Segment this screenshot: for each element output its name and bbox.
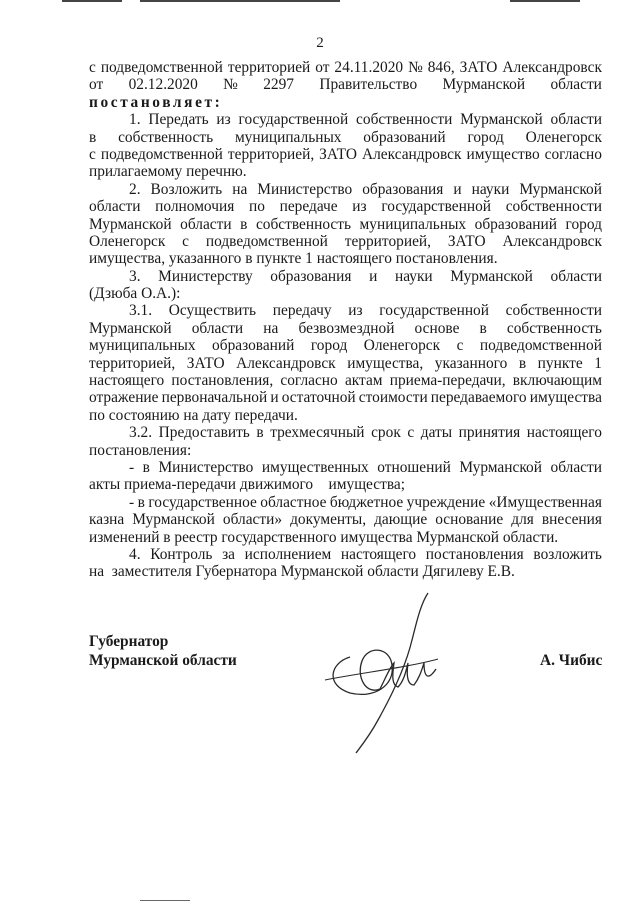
body-word: имущественных	[261, 458, 369, 476]
body-word: собственности	[505, 302, 602, 320]
page-number: 2	[316, 35, 324, 51]
body-line	[89, 181, 602, 198]
body-word: имущество	[466, 145, 540, 163]
body-word: Мурманской	[132, 511, 215, 529]
body-word: основе	[414, 319, 460, 337]
body-word: передаче	[279, 198, 338, 216]
body-line	[89, 424, 602, 441]
body-line	[89, 233, 602, 250]
body-word: Александровск	[236, 354, 336, 372]
body-word: в	[89, 128, 97, 146]
body-word: остаточной	[281, 389, 356, 407]
body-line	[89, 389, 602, 406]
body-word: 1.	[129, 111, 141, 129]
body-word: из	[352, 198, 367, 216]
body-line	[89, 563, 602, 580]
body-word: территорией,	[89, 354, 176, 372]
body-line	[89, 511, 602, 528]
body-word: Правительство	[319, 76, 418, 94]
body-word: акты приема-передачи движимого имущества;	[89, 476, 405, 494]
body-word: собственность	[255, 215, 352, 233]
body-word: подведомственной	[205, 232, 328, 250]
signatory-name: А. Чибис	[540, 652, 603, 669]
body-word: в	[518, 354, 527, 372]
body-word: Александровск	[361, 145, 462, 163]
body-line	[89, 268, 602, 285]
body-word: ЗАТО	[186, 354, 225, 372]
body-word: казна	[89, 511, 125, 529]
body-word: даты	[420, 424, 453, 442]
body-word: в	[240, 215, 248, 233]
body-word: территорией,	[227, 145, 315, 163]
body-word: муниципальных	[89, 337, 196, 355]
body-word: Оленегорск	[363, 337, 441, 355]
body-word: в	[256, 424, 264, 442]
body-word: 2297	[263, 76, 294, 94]
body-line	[89, 198, 602, 215]
body-line	[89, 372, 602, 389]
body-line	[89, 494, 602, 511]
body-word: области	[550, 111, 602, 129]
body-word: актам	[344, 372, 383, 390]
body-word: 3.1.	[129, 302, 153, 320]
body-word: Мурманской	[89, 215, 172, 233]
body-word: Мурманской	[442, 76, 526, 94]
body-word: срок	[371, 424, 401, 442]
body-word: области	[550, 76, 602, 94]
body-word: образований	[363, 128, 446, 146]
top-rule-right	[510, 0, 580, 2]
body-word: ЗАТО	[319, 145, 357, 163]
body-line	[89, 111, 602, 128]
body-line	[89, 302, 602, 319]
body-word: образования	[362, 180, 444, 198]
body-line	[89, 407, 602, 424]
body-line	[89, 163, 602, 180]
document-body	[89, 59, 602, 581]
body-word: город	[565, 215, 602, 233]
body-word: первоначальной	[161, 389, 268, 407]
body-word: 3.	[129, 267, 141, 285]
body-word: с	[407, 424, 415, 442]
body-word: основание	[435, 511, 504, 529]
handwritten-signature	[320, 585, 470, 755]
body-word: собственности	[356, 111, 453, 129]
body-word: Мурманской	[459, 458, 542, 476]
body-word: ЗАТО	[459, 59, 498, 76]
body-word: согласно	[544, 145, 602, 163]
body-word: в	[479, 319, 487, 337]
body-word: передаваемого	[430, 389, 527, 407]
body-word: области	[550, 267, 602, 285]
body-word: Мурманской	[89, 319, 172, 337]
body-word: ЗАТО	[447, 232, 486, 250]
body-word: науки	[471, 180, 510, 198]
body-word: территорией	[227, 59, 311, 76]
body-word: отражение	[89, 389, 159, 407]
top-rule-left	[62, 0, 122, 2]
body-word: с	[89, 59, 96, 76]
body-word: подведомственной	[479, 337, 602, 355]
body-word: №	[223, 76, 238, 94]
body-word: исполнением	[244, 545, 332, 563]
body-line	[89, 355, 602, 372]
body-word: государственной	[238, 111, 349, 129]
body-word: области»	[222, 511, 283, 529]
body-word: имущества	[529, 389, 602, 407]
body-line	[89, 59, 602, 76]
body-word: образований	[474, 215, 557, 233]
body-line	[89, 129, 602, 146]
body-line	[89, 146, 602, 163]
body-word: настоящего	[526, 424, 602, 442]
body-word: области	[550, 458, 602, 476]
body-word: Министерство	[257, 180, 353, 198]
body-word: -	[129, 493, 135, 511]
body-word: области	[89, 198, 141, 216]
body-word: в	[137, 493, 145, 511]
body-word: государственной	[381, 198, 492, 216]
body-word: Передать	[148, 111, 209, 129]
body-word: бюджетное	[329, 493, 404, 511]
body-word: учреждение	[406, 493, 486, 511]
body-word: Мурманской	[519, 180, 602, 198]
body-word: дающие	[374, 511, 428, 529]
body-word: 846,	[427, 59, 455, 76]
body-word: постановления	[425, 545, 524, 563]
body-word: для	[511, 511, 534, 529]
body-word: и	[369, 267, 378, 285]
body-word: образований	[212, 337, 295, 355]
body-word: Александровск	[502, 59, 602, 76]
body-word: собственность	[506, 319, 602, 337]
body-word: Александровск	[502, 232, 602, 250]
body-word: из	[216, 111, 231, 129]
body-word: на заместителя Губернатора Мурманской области Дягилеву Е.В.	[89, 563, 515, 581]
body-word: приема-передачи,	[389, 372, 506, 390]
body-word: науки	[394, 267, 433, 285]
body-word: по состоянию на дату передачи.	[89, 406, 298, 424]
body-line	[89, 546, 602, 563]
body-line	[89, 76, 602, 93]
body-word: Министерство	[158, 458, 254, 476]
body-word: возложить	[533, 545, 602, 563]
body-word: Мурманской	[450, 267, 533, 285]
body-word: Возложить	[150, 180, 223, 198]
body-line	[89, 250, 602, 267]
body-word: с	[89, 145, 96, 163]
body-word: государственной	[379, 302, 489, 320]
body-word: из	[348, 302, 363, 320]
body-word: 24.11.2020	[334, 59, 404, 76]
signatory-position-line2: Мурманской области	[89, 652, 237, 669]
body-word: Оленегорск	[525, 128, 602, 146]
body-word: областное	[260, 493, 327, 511]
body-word: настоящего	[340, 545, 417, 563]
body-word: включающим	[512, 372, 602, 390]
body-word: и	[270, 389, 279, 407]
body-word: Мурманской	[460, 111, 543, 129]
body-word: и	[453, 180, 462, 198]
body-word: передачу	[272, 302, 332, 320]
body-word: документы,	[290, 511, 367, 529]
body-word: постановляет:	[89, 93, 223, 111]
body-line	[89, 285, 602, 302]
body-word: принятия	[458, 424, 521, 442]
body-word: за	[222, 545, 236, 563]
bottom-rule	[140, 900, 190, 901]
body-word: на	[232, 180, 248, 198]
body-line	[89, 529, 602, 546]
body-word: 4.	[129, 545, 141, 563]
body-line	[89, 442, 602, 459]
body-word: 3.2.	[129, 424, 153, 442]
body-word: 2.	[129, 180, 141, 198]
body-word: «Имущественная	[488, 493, 602, 511]
body-word: №	[408, 59, 423, 76]
body-word: отношений	[377, 458, 451, 476]
body-line	[89, 476, 602, 493]
body-word: внесения	[541, 511, 602, 529]
body-word: безвозмездной	[298, 319, 395, 337]
body-word: имущества,	[347, 354, 424, 372]
body-word: 1	[594, 354, 602, 372]
body-word: постановления,	[171, 372, 274, 390]
body-word: по	[248, 198, 265, 216]
body-word: образования	[270, 267, 352, 285]
signatory-position-line1: Губернатор	[89, 633, 169, 650]
body-word: муниципальных	[234, 128, 342, 146]
body-word: имущества, указанного в пункте 1 настоящего постановления.	[89, 250, 498, 268]
body-word: 02.12.2020	[128, 76, 198, 94]
body-word: Контроль	[150, 545, 213, 563]
body-word: город	[310, 337, 348, 355]
body-word: муниципальных	[359, 215, 467, 233]
body-line	[89, 216, 602, 233]
body-line	[89, 459, 602, 476]
body-word: с	[456, 337, 464, 355]
signatory-position	[89, 632, 237, 670]
body-word: области	[191, 319, 244, 337]
body-word: собственность	[118, 128, 214, 146]
body-word: полномочия	[155, 198, 235, 216]
body-word: Предоставить	[158, 424, 250, 442]
body-word: согласно	[280, 372, 338, 390]
body-word: изменений в реестр государственного имущества Мурманской области.	[89, 528, 559, 546]
body-line	[89, 94, 602, 111]
top-rule-mid	[140, 0, 340, 2]
body-word: стоимости	[358, 389, 428, 407]
body-word: прилагаемому перечню.	[89, 163, 247, 181]
body-word: с	[182, 232, 189, 250]
body-line	[89, 337, 602, 354]
body-word: на	[263, 319, 279, 337]
body-word: в	[142, 458, 150, 476]
body-word: от	[89, 76, 104, 94]
body-word: пункте	[537, 354, 583, 372]
body-word: собственности	[505, 198, 602, 216]
body-word: подведомственной	[100, 59, 223, 76]
body-word: трехмесячный	[270, 424, 365, 442]
body-word: территорией,	[344, 232, 431, 250]
body-word: области	[180, 215, 232, 233]
body-word: Министерству	[158, 267, 253, 285]
body-word: -	[129, 458, 135, 476]
body-word: государственное	[148, 493, 257, 511]
body-word: от	[315, 59, 330, 76]
body-word: Осуществить	[168, 302, 257, 320]
body-word: указанного	[434, 354, 508, 372]
body-word: Оленегорск	[89, 232, 166, 250]
body-word: подведомственной	[100, 145, 223, 163]
body-word: город	[467, 128, 504, 146]
body-word: постановления:	[89, 441, 192, 459]
body-word: настоящего	[89, 372, 165, 390]
body-line	[89, 320, 602, 337]
body-word: (Дзюба О.А.):	[89, 285, 181, 303]
